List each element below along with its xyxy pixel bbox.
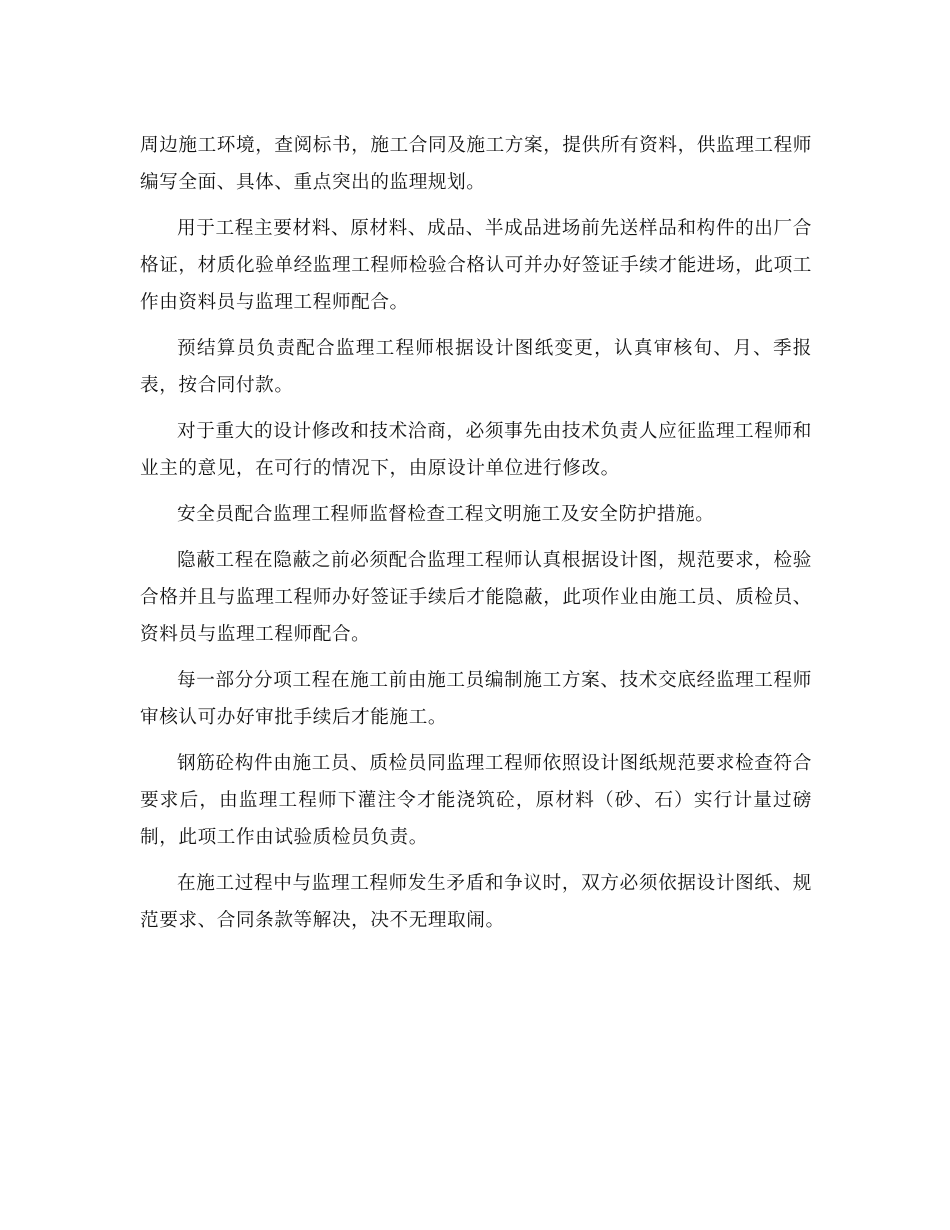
paragraph-5: 安全员配合监理工程师监督检查工程文明施工及安全防护措施。	[177, 504, 715, 525]
document-body	[140, 127, 812, 948]
paragraph-3: 预结算员负责配合监理工程师根据设计图纸变更，认真审核旬、月、季报表，按合同付款。	[140, 338, 812, 396]
paragraph-2: 用于工程主要材料、原材料、成品、半成品进场前先送样品和构件的出厂合格证，材质化验单经监理工程师检验合格认可并办好签证手续才能进场，此项工作由资料员与监理工程师配合。	[140, 218, 812, 313]
paragraph-4: 对于重大的设计修改和技术洽商，必须事先由技术负责人应征监理工程师和业主的意见，在可行的情况下，由原设计单位进行修改。	[140, 421, 812, 479]
paragraph-7: 每一部分分项工程在施工前由施工员编制施工方案、技术交底经监理工程师审核认可办好审批手续后才能施工。	[140, 670, 812, 728]
paragraph-6: 隐蔽工程在隐蔽之前必须配合监理工程师认真根据设计图，规范要求，检验合格并且与监理工程师办好签证手续后才能隐蔽，此项作业由施工员、质检员、资料员与监理工程师配合。	[140, 550, 812, 645]
paragraph-1: 周边施工环境，查阅标书，施工合同及施工方案，提供所有资料，供监理工程师编写全面、具体、重点突出的监理规划。	[140, 135, 812, 193]
paragraph-8: 钢筋砼构件由施工员、质检员同监理工程师依照设计图纸规范要求检查符合要求后，由监理工程师下灌注令才能浇筑砼，原材料（砂、石）实行计量过磅制，此项工作由试验质检员负责。	[140, 753, 812, 848]
paragraph-9: 在施工过程中与监理工程师发生矛盾和争议时，双方必须依据设计图纸、规范要求、合同条款等解决，决不无理取闹。	[140, 873, 812, 931]
